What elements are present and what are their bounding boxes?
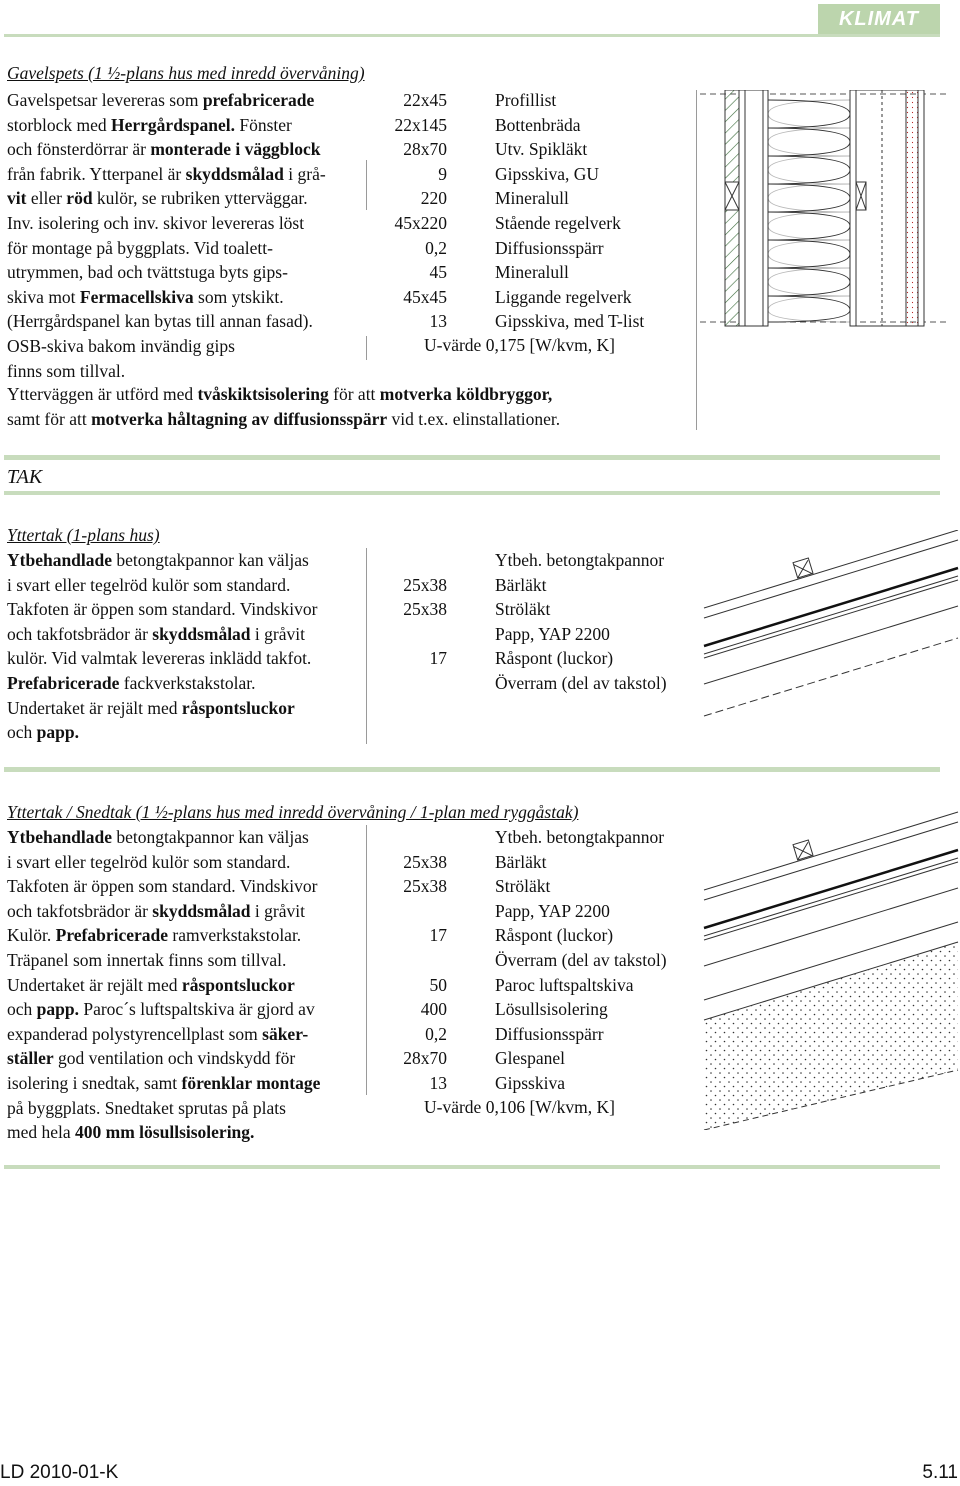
- text-line: [7, 113, 292, 138]
- section-title-snedtak: Yttertak / Snedtak (1 ½-plans hus med inredd övervåning / 1-plan med ryggåstak): [7, 802, 579, 822]
- dimension-value: 9: [438, 163, 447, 184]
- dimension-value: 17: [429, 648, 447, 669]
- bold-text: röd: [66, 188, 93, 209]
- text: i gråvit: [250, 900, 305, 921]
- bold-text: motverka köldbryggor,: [379, 384, 553, 404]
- text: Träpanel som innertak finns som tillval.: [7, 950, 287, 970]
- dimension-value: 45x220: [394, 213, 447, 233]
- text-line: [7, 874, 317, 899]
- text-line: [7, 548, 309, 573]
- text: och takfotsbrädor är: [7, 623, 153, 644]
- material-label: Bärläkt: [495, 574, 547, 595]
- text-line: [7, 260, 288, 285]
- text-line: [7, 825, 309, 850]
- bold-text: Fermacellskiva: [79, 286, 194, 307]
- bold-text: Prefabricerade: [7, 673, 120, 693]
- bold-text: Ytbehandlade: [7, 550, 113, 570]
- material-label: Paroc luftspaltskiva: [495, 974, 634, 995]
- text: Fönster: [234, 114, 292, 135]
- text-line: [7, 646, 311, 671]
- text-line: [7, 309, 313, 334]
- column-divider: [696, 90, 697, 430]
- dimension-value: 25x38: [403, 876, 447, 897]
- bold-text: Prefabricerade: [55, 925, 169, 946]
- text: ramverkstakstolar.: [168, 925, 302, 946]
- text-line: [7, 1071, 320, 1096]
- material-label: Råspont (luckor): [495, 925, 614, 946]
- text: finns som tillval.: [7, 360, 126, 381]
- text-line: [7, 850, 290, 875]
- column-divider: [366, 548, 367, 744]
- text-line: [7, 696, 295, 721]
- material-label: Gipsskiva, GU: [495, 163, 600, 184]
- text-line: [7, 236, 273, 261]
- material-label: Lösullsisolering: [495, 999, 608, 1020]
- bold-text: monterade i väggblock: [150, 139, 321, 160]
- material-label: Bottenbräda: [495, 114, 581, 135]
- text: från fabrik. Ytterpanel är: [7, 163, 186, 184]
- material-label: Gipsskiva, med T-list: [495, 311, 645, 332]
- material-label: Profillist: [495, 90, 557, 110]
- dimension-value: 50: [429, 974, 447, 995]
- text: kulör. Vid valmtak levereras inklädd takfot.: [7, 648, 312, 669]
- text-line: [7, 1120, 254, 1145]
- dimension-value: 45x45: [403, 286, 447, 307]
- bold-text: vit: [7, 188, 27, 209]
- dimension-value: 220: [420, 188, 447, 209]
- dimension-value: 25x38: [403, 599, 447, 620]
- text: expanderad polystyrencellplast som: [7, 1023, 263, 1044]
- material-label: Ytbeh. betongtakpannor: [495, 550, 665, 570]
- footer-code: LD 2010-01-K: [0, 1462, 119, 1483]
- bold-text: tvåskiktsisolering: [197, 384, 329, 404]
- section-title-yttertak: Yttertak (1-plans hus): [7, 525, 160, 545]
- material-label: Liggande regelverk: [495, 286, 632, 307]
- column-divider: [366, 160, 367, 210]
- section-divider: [4, 767, 940, 772]
- material-label: Mineralull: [495, 188, 569, 209]
- text-line: [7, 997, 315, 1022]
- material-label: Utv. Spikläkt: [495, 139, 588, 160]
- material-label: Papp, YAP 2200: [495, 623, 610, 644]
- text: i grå-: [283, 163, 326, 184]
- section-divider: [4, 491, 940, 495]
- section-badge: KLIMAT: [818, 4, 940, 34]
- text-line: [7, 1022, 308, 1047]
- text: och: [7, 722, 37, 743]
- dimension-value: 28x70: [403, 1048, 447, 1069]
- text: Takfoten är öppen som standard. Vindskivor: [7, 876, 318, 897]
- text-line: [7, 973, 295, 998]
- text: utrymmen, bad och tvättstuga byts gips-: [7, 262, 288, 283]
- text: eller: [26, 188, 67, 209]
- text: Undertaket är rejält med: [7, 974, 182, 995]
- text: i svart eller tegelröd kulör som standard.: [7, 851, 291, 872]
- text: vid t.ex. elinstallationer.: [387, 408, 561, 429]
- text-line: [7, 137, 320, 162]
- material-label: Stående regelverk: [495, 213, 621, 233]
- top-divider: [4, 34, 940, 37]
- text-line: [7, 382, 552, 407]
- text: och takfotsbrädor är: [7, 900, 153, 921]
- text: betongtakpannor kan väljas: [112, 550, 309, 570]
- bold-text: säker-: [262, 1023, 309, 1044]
- dimension-value: 25x38: [403, 574, 447, 595]
- dimension-value: 17: [429, 925, 447, 946]
- bold-text: skyddsmålad: [185, 163, 284, 184]
- text-line: [7, 671, 255, 696]
- text-line: [7, 1096, 286, 1121]
- bold-text: Herrgårdspanel.: [111, 114, 235, 135]
- material-label: Bärläkt: [495, 851, 547, 872]
- dimension-value: 25x38: [403, 851, 447, 872]
- text: för montage på byggplats. Vid toalett-: [7, 237, 273, 258]
- text: i svart eller tegelröd kulör som standard.: [7, 574, 291, 595]
- bold-text: förenklar montage: [181, 1073, 321, 1093]
- material-label: Ströläkt: [495, 599, 551, 620]
- material-label: Överram (del av takstol): [495, 950, 667, 970]
- text: storblock med: [7, 114, 112, 135]
- dimension-value: 45: [429, 262, 447, 283]
- bold-text: skyddsmålad: [152, 900, 251, 921]
- text: skiva mot: [7, 286, 80, 307]
- tak-heading: TAK: [7, 466, 43, 488]
- material-label: Råspont (luckor): [495, 648, 614, 669]
- wall-section-drawing: [700, 90, 950, 330]
- bold-text: papp.: [36, 722, 79, 743]
- text: Inv. isolering och inv. skivor levereras löst: [7, 213, 305, 233]
- bold-text: 400 mm lösullsisolering.: [75, 1122, 255, 1143]
- dimension-value: 13: [429, 311, 447, 332]
- page-number: 5.11: [922, 1462, 958, 1483]
- text: fackverkstakstolar.: [119, 673, 256, 693]
- text: kulör, se rubriken ytterväggar.: [92, 188, 308, 209]
- dimension-value: 13: [429, 1073, 447, 1093]
- bold-text: skyddsmålad: [152, 623, 251, 644]
- u-value-roof: U-värde 0,106 [W/kvm, K]: [424, 1097, 615, 1117]
- bold-text: Ytbehandlade: [7, 827, 113, 847]
- material-label: Ströläkt: [495, 876, 551, 897]
- text-line: [7, 359, 125, 384]
- text: Takfoten är öppen som standard. Vindskivor: [7, 599, 318, 620]
- text: Undertaket är rejält med: [7, 697, 182, 718]
- dimension-value: 22x45: [403, 90, 447, 110]
- text: i gråvit: [250, 623, 305, 644]
- text: på byggplats. Snedtaket sprutas på plats: [7, 1097, 286, 1118]
- dimension-value: 0,2: [425, 1023, 447, 1044]
- text-line: [7, 88, 314, 113]
- text-line: [7, 923, 301, 948]
- text-line: [7, 622, 305, 647]
- dimension-value: 28x70: [403, 139, 447, 160]
- material-label: Överram (del av takstol): [495, 673, 667, 693]
- text: OSB-skiva bakom invändig gips: [7, 336, 235, 356]
- text: betongtakpannor kan väljas: [112, 827, 309, 847]
- text: som ytskikt.: [193, 286, 284, 307]
- material-label: Mineralull: [495, 262, 569, 283]
- text: för att: [328, 384, 380, 404]
- text: Kulör.: [7, 925, 56, 946]
- bold-text: råspontsluckor: [181, 974, 295, 995]
- text: samt för att: [7, 408, 92, 429]
- text: Gavelspetsar levereras som: [7, 90, 203, 110]
- text-line: [7, 186, 308, 211]
- snedtak-section-drawing: [700, 810, 960, 1130]
- text: Paroc´s luftspaltskiva är gjord av: [78, 999, 315, 1020]
- text-line: [7, 334, 235, 359]
- text: och: [7, 999, 37, 1020]
- material-label: Diffusionsspärr: [495, 1023, 604, 1044]
- material-label: Diffusionsspärr: [495, 237, 604, 258]
- material-label: Ytbeh. betongtakpannor: [495, 827, 665, 847]
- text-line: [7, 720, 79, 745]
- bold-text: prefabricerade: [202, 90, 315, 110]
- bold-text: råspontsluckor: [181, 697, 295, 718]
- text: Ytterväggen är utförd med: [7, 384, 198, 404]
- material-label: Papp, YAP 2200: [495, 900, 610, 921]
- text-line: [7, 573, 290, 598]
- text: med hela: [7, 1122, 76, 1143]
- text: (Herrgårdspanel kan bytas till annan fasad).: [7, 311, 313, 332]
- text-line: [7, 948, 286, 973]
- text-line: [7, 285, 284, 310]
- dimension-value: 0,2: [425, 237, 447, 258]
- text-line: [7, 211, 304, 236]
- dimension-value: 22x145: [394, 114, 447, 135]
- dimension-value: 400: [420, 999, 447, 1020]
- column-divider: [366, 825, 367, 1095]
- text-line: [7, 597, 317, 622]
- bold-text: ställer: [7, 1048, 54, 1069]
- section-title-gavelspets: Gavelspets (1 ½-plans hus med inredd övervåning): [7, 63, 365, 83]
- section-divider: [4, 1165, 940, 1169]
- column-divider: [366, 336, 367, 360]
- material-label: Gipsskiva: [495, 1073, 565, 1093]
- text: och fönsterdörrar är: [7, 139, 151, 160]
- material-label: Glespanel: [495, 1048, 565, 1069]
- text-line: [7, 162, 326, 187]
- u-value-wall: U-värde 0,175 [W/kvm, K]: [424, 335, 615, 355]
- text-line: [7, 407, 560, 432]
- section-divider: [4, 455, 940, 460]
- text-line: [7, 1046, 295, 1071]
- roof-section-drawing: [700, 530, 960, 760]
- text: god ventilation och vindskydd för: [53, 1048, 296, 1069]
- text: isolering i snedtak, samt: [7, 1073, 182, 1093]
- bold-text: motverka håltagning av diffusionsspärr: [91, 408, 388, 429]
- bold-text: papp.: [36, 999, 79, 1020]
- text-line: [7, 899, 305, 924]
